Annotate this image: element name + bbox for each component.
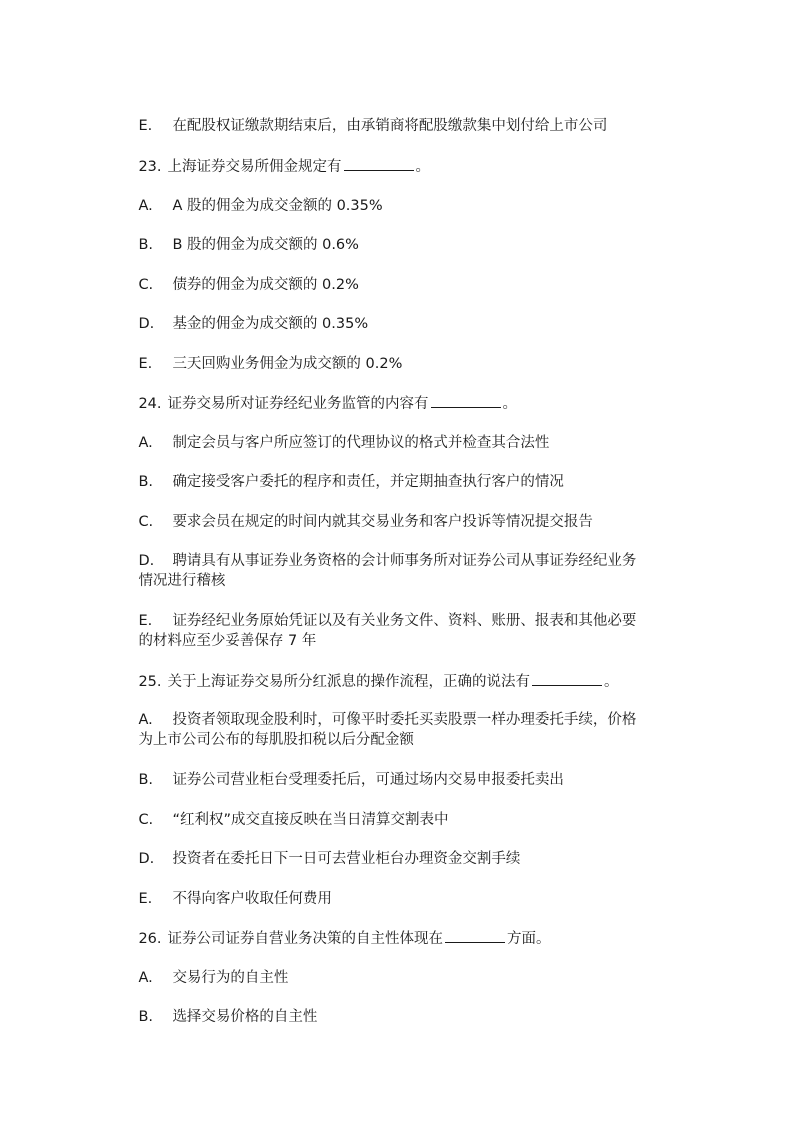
option-text: 基金的佣金为成交额的 0.35% [172,316,369,332]
option-label: E. [138,891,153,907]
question-text: 证券公司证券自营业务决策的自主性体现在 [167,931,443,947]
option-text: 证券经纪业务原始凭证以及有关业务文件、资料、账册、报表和其他必要 [172,613,637,629]
option-text: 债券的佣金为成交额的 0.2% [172,277,359,293]
option-label: A. [138,198,153,214]
question-number: 25. [138,674,162,690]
question-text: 证券交易所对证券经纪业务监管的内容有 [167,396,429,412]
option-label: C. [138,277,154,293]
answer-blank [344,156,414,171]
option-label: D. [138,316,155,332]
option-text: 不得向客户收取任何费用 [172,891,332,907]
option-label: B. [138,474,153,490]
option-label: C. [138,514,154,530]
option-label: C. [138,812,154,828]
option-text: 确定接受客户委托的程序和责任，并定期抽查执行客户的情况 [172,474,564,490]
question-number: 24. [138,396,162,412]
option-text: “红利权”成交直接反映在当日清算交割表中 [172,812,449,828]
option-label: E. [138,613,153,629]
option-text-continued: 情况进行稽核 [138,573,226,589]
answer-blank [532,671,602,686]
question-text-end: 。 [415,159,430,175]
option-label: A. [138,970,153,986]
question-number: 23. [138,159,162,175]
option-label: E. [138,118,153,134]
option-label: D. [138,851,155,867]
option-label: E. [138,356,153,372]
option-text: 证券公司营业柜台受理委托后，可通过场内交易申报委托卖出 [172,772,564,788]
option-text: 要求会员在规定的时间内就其交易业务和客户投诉等情况提交报告 [172,514,593,530]
option-text: 选择交易价格的自主性 [172,1009,318,1025]
option-text: 制定会员与客户所应签订的代理协议的格式并检查其合法性 [172,435,550,451]
option-text-continued: 为上市公司公布的每肌股扣税以后分配金额 [138,732,414,748]
question-text-end: 方面。 [507,931,551,947]
question-text-end: 。 [502,396,517,412]
option-label: B. [138,772,153,788]
option-text: 在配股权证缴款期结束后，由承销商将配股缴款集中划付给上市公司 [172,118,608,134]
option-text: 投资者领取现金股利时，可像平时委托买卖股票一样办理委托手续，价格 [172,712,637,728]
option-label: A. [138,712,153,728]
option-text: A 股的佣金为成交金额的 0.35% [172,198,383,214]
option-line [120,987,680,1047]
answer-blank [445,928,505,943]
question-text: 关于上海证券交易所分红派息的操作流程，正确的说法有 [167,674,530,690]
option-text: 交易行为的自主性 [172,970,289,986]
option-text: 投资者在委托日下一日可去营业柜台办理资金交割手续 [172,851,521,867]
option-text: 三天回购业务佣金为成交额的 0.2% [172,356,403,372]
option-label: A. [138,435,153,451]
option-text-continued: 的材料应至少妥善保存 7 年 [138,633,317,649]
option-text: 聘请具有从事证券业务资格的会计师事务所对证券公司从事证券经纪业务 [172,553,637,569]
option-label: B. [138,1009,153,1025]
option-label: B. [138,237,153,253]
question-text-end: 。 [604,674,619,690]
option-text: B 股的佣金为成交额的 0.6% [172,237,359,253]
answer-blank [431,393,501,408]
question-number: 26. [138,931,162,947]
question-text: 上海证券交易所佣金规定有 [167,159,342,175]
option-label: D. [138,553,155,569]
